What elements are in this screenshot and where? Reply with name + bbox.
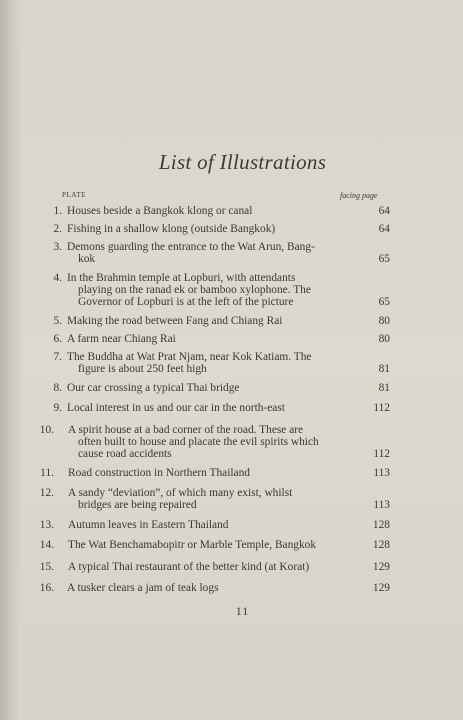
caption-line: In the Brahmin temple at Lopburi, with attendants bbox=[67, 272, 296, 284]
plate-number: 15. bbox=[39, 561, 54, 573]
facing-page-number: 80 bbox=[378, 333, 390, 345]
plate-number: 9. bbox=[53, 402, 62, 414]
caption-line: A typical Thai restaurant of the better kind (at Korat) bbox=[68, 561, 310, 573]
plate-number: 12. bbox=[39, 487, 54, 499]
plate-number: 1. bbox=[53, 205, 62, 217]
plate-number: 5. bbox=[53, 315, 62, 327]
caption-line: Governor of Lopburi is at the left of the picture bbox=[78, 296, 294, 308]
caption-line: A sandy “deviation”, of which many exist, whilst bbox=[68, 487, 293, 499]
plate-number: 13. bbox=[39, 519, 54, 531]
facing-page-number: 81 bbox=[378, 382, 390, 394]
facing-page-number: 113 bbox=[373, 499, 390, 511]
facing-page-number: 128 bbox=[372, 519, 390, 531]
caption-line: Road construction in Northern Thailand bbox=[68, 467, 250, 479]
caption-line: Making the road between Fang and Chiang Rai bbox=[67, 315, 283, 327]
facing-page-number: 113 bbox=[373, 467, 390, 479]
caption-line: Our car crossing a typical Thai bridge bbox=[67, 382, 240, 394]
plate-number: 7. bbox=[53, 351, 62, 363]
caption-line: bridges are being repaired bbox=[78, 499, 197, 511]
caption-line: The Buddha at Wat Prat Njam, near Kok Katiam. The bbox=[67, 351, 312, 363]
plate-number: 10. bbox=[39, 424, 54, 436]
caption-line: The Wat Benchamabopitr or Marble Temple, Bangkok bbox=[68, 539, 317, 551]
book-page bbox=[22, 0, 463, 720]
caption-line: A farm near Chiang Rai bbox=[67, 333, 176, 345]
page-number: 11 bbox=[235, 604, 250, 618]
book-spine-shadow bbox=[0, 0, 22, 720]
page-title: List of Illustrations bbox=[158, 150, 327, 174]
caption-line: playing on the ranad ek or bamboo xylophone. The bbox=[78, 284, 311, 296]
caption-line: Houses beside a Bangkok klong or canal bbox=[67, 205, 253, 217]
caption-line: kok bbox=[78, 253, 96, 265]
facing-page-number: 112 bbox=[373, 402, 390, 414]
facing-page-number: 64 bbox=[378, 223, 390, 235]
facing-page-number: 112 bbox=[373, 448, 390, 460]
caption-line: cause road accidents bbox=[78, 448, 172, 460]
caption-line: often built to house and placate the evil spirits which bbox=[78, 436, 319, 448]
facing-page-number: 65 bbox=[378, 296, 390, 308]
caption-line: figure is about 250 feet high bbox=[78, 363, 207, 375]
facing-page-number: 64 bbox=[378, 205, 390, 217]
caption-line: A spirit house at a bad corner of the road. These are bbox=[68, 424, 304, 436]
facing-page-number: 128 bbox=[372, 539, 390, 551]
facing-page-number: 65 bbox=[378, 253, 390, 265]
caption-line: Fishing in a shallow klong (outside Bangkok) bbox=[67, 223, 276, 235]
facing-page-number: 81 bbox=[378, 363, 390, 375]
caption-line: A tusker clears a jam of teak logs bbox=[67, 582, 219, 594]
facing-page-number: 129 bbox=[372, 582, 390, 594]
plate-number: 11. bbox=[40, 467, 54, 479]
plate-number: 16. bbox=[39, 582, 54, 594]
plate-number: 8. bbox=[53, 382, 62, 394]
plate-number: 2. bbox=[53, 223, 62, 235]
plate-number: 14. bbox=[39, 539, 54, 551]
plate-number: 6. bbox=[53, 333, 62, 345]
caption-line: Demons guarding the entrance to the Wat Arun, Bang- bbox=[67, 241, 315, 253]
plate-column-header: PLATE bbox=[62, 191, 86, 199]
facing-page-number: 80 bbox=[378, 315, 390, 327]
plate-number: 3. bbox=[53, 241, 62, 253]
facing-page-column-header: facing page bbox=[340, 191, 378, 200]
facing-page-number: 129 bbox=[372, 561, 390, 573]
caption-line: Autumn leaves in Eastern Thailand bbox=[68, 519, 229, 531]
plate-number: 4. bbox=[53, 272, 62, 284]
caption-line: Local interest in us and our car in the north-east bbox=[67, 402, 285, 414]
